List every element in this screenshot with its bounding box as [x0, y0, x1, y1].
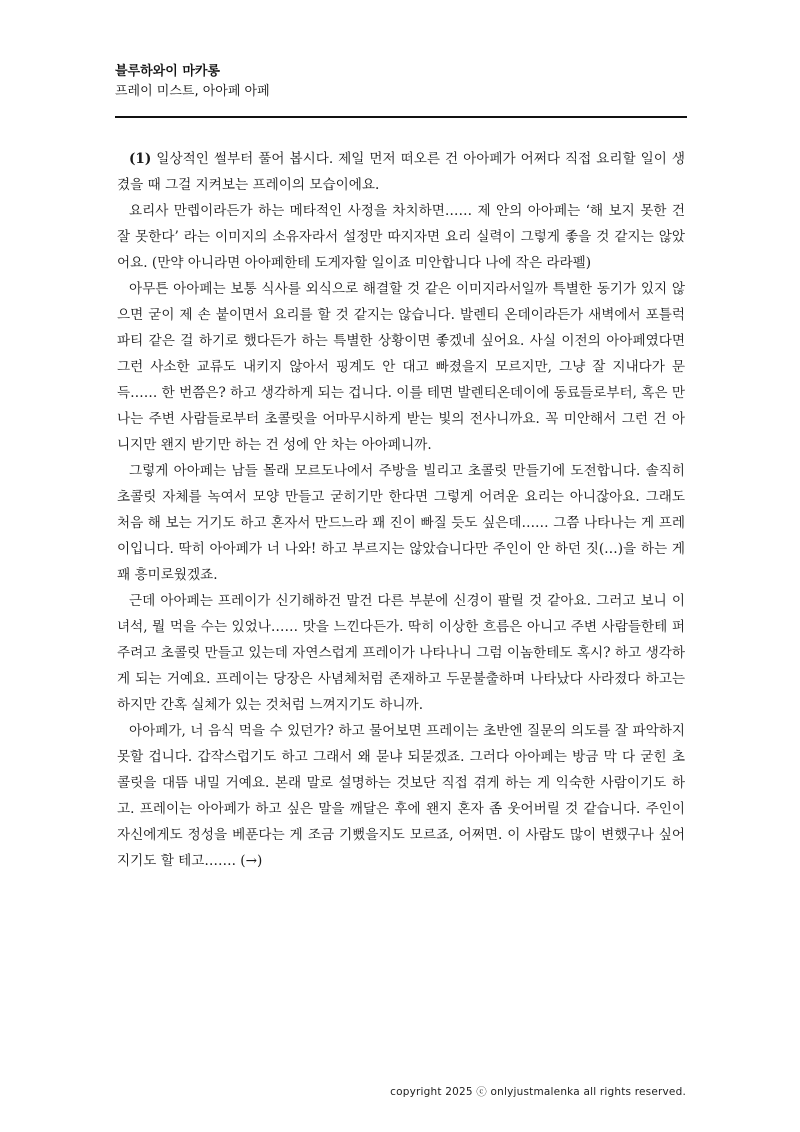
- header-divider: [115, 116, 687, 118]
- document-title: 블루하와이 마카롱: [115, 64, 220, 79]
- paragraph-6: 아아페가, 너 음식 먹을 수 있던가? 하고 물어보면 프레이는 초반엔 질문의 의도를 잘 파악하지 못할 겁니다. 갑작스럽기도 하고 그래서 왜 묻냐 되묻겠죠. 그러다 아아페는 방금 막 다 굳힌 초콜릿을 대뜸 내밀 거예요. 본래 말로 설명하는 것보단 직접 겪게 하는 게 익숙한 사람이기도 하고. 프레이는 아아페가 하고 싶은 말을 깨달은 후에 왠지 혼자 좀 웃어버릴 것 같습니다. 주인이 자신에게도 정성을 베푼다는 게 조금 기뻤을지도 모르죠, 어쩌면. 이 사람도 많이 변했구나 싶어지기도 할 테고……. (→): [117, 723, 685, 869]
- paragraph-2: 요리사 만렙이라든가 하는 메타적인 사정을 차치하면…… 제 안의 아아페는 ‘해 보지 못한 건 잘 못한다’ 라는 이미지의 소유자라서 설정만 따지자면 요리 실력이 그렇게 좋을 것 같지는 않았어요. (만약 아니라면 아아페한테 도게자할 일이죠 미안합니다 나에 작은 라라펠): [117, 203, 685, 271]
- document-subtitle: 프레이 미스트, 아아페 아페: [115, 84, 270, 99]
- paragraph-1: [117, 146, 685, 198]
- document-body: [117, 146, 685, 874]
- section-marker: (1): [129, 151, 152, 167]
- paragraph-3: 아무튼 아아페는 보통 식사를 외식으로 해결할 것 같은 이미지라서일까 특별한 동기가 있지 않으면 굳이 제 손 붙이면서 요리를 할 것 같지는 않습니다. 발렌티 온데이라든가 새벽에서 포틀럭 파티 같은 걸 하기로 했다든가 하는 특별한 상황이면 좋겠네 싶어요. 사실 이전의 아아페였다면 그런 사소한 교류도 내키지 않아서 핑계도 안 대고 빠졌을지 모르지만, 그냥 잘 지내다가 문득…… 한 번쯤은? 하고 생각하게 되는 겁니다. 이를 테면 발렌티온데이에 동료들로부터, 혹은 만나는 주변 사람들로부터 초콜릿을 어마무시하게 받는 빛의 전사니까요. 꼭 미안해서 그런 건 아니지만 왠지 받기만 하는 건 성에 안 차는 아아페니까.: [117, 281, 685, 453]
- copyright-footer: copyright 2025 ⓒ onlyjustmalenka all rights reserved.: [390, 1086, 686, 1098]
- paragraph-5: 근데 아아페는 프레이가 신기해하건 말건 다른 부분에 신경이 팔릴 것 같아요. 그러고 보니 이 녀석, 뭘 먹을 수는 있었나…… 맛을 느낀다든가. 딱히 이상한 흐름은 아니고 주변 사람들한테 퍼 주려고 초콜릿 만들고 있는데 자연스럽게 프레이가 나타나니 그럼 이놈한테도 혹시? 하고 생각하게 되는 거예요. 프레이는 당장은 사념체처럼 존재하고 두문불출하며 나타났다 사라졌다 하고는 하지만 간혹 실체가 있는 것처럼 느껴지기도 하니까.: [117, 593, 685, 713]
- page-header: [115, 62, 687, 102]
- paragraph-1-text: 일상적인 썰부터 풀어 봅시다. 제일 먼저 떠오른 건 아아페가 어쩌다 직접 요리할 일이 생겼을 때 그걸 지켜보는 프레이의 모습이에요.: [117, 151, 685, 193]
- paragraph-4: 그렇게 아아페는 남들 몰래 모르도나에서 주방을 빌리고 초콜릿 만들기에 도전합니다. 솔직히 초콜릿 자체를 녹여서 모양 만들고 굳히기만 한다면 그렇게 어려운 요리는 아니잖아요. 그래도 처음 해 보는 거기도 하고 혼자서 만드느라 꽤 진이 빠질 듯도 싶은데…… 그쯤 나타나는 게 프레이입니다. 딱히 아아페가 너 나와! 하고 부르지는 않았습니다만 주인이 안 하던 짓(…)을 하는 게 꽤 흥미로웠겠죠.: [117, 463, 685, 583]
